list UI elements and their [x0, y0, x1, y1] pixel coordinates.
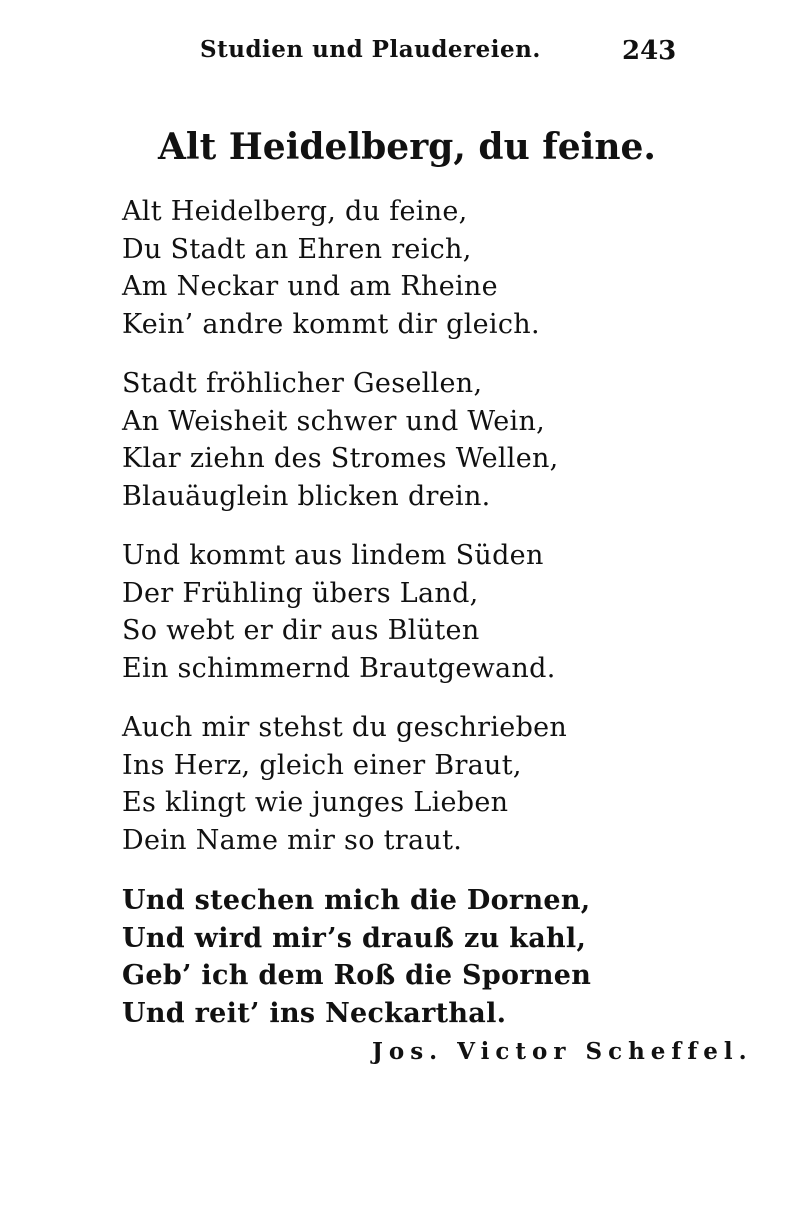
verse-line: So webt er dir aus Blüten — [122, 615, 480, 646]
stanza-5 — [122, 882, 591, 1032]
verse-line: Alt Heidelberg, du feine, — [122, 196, 468, 227]
poem-title: Alt Heidelberg, du feine. — [158, 126, 656, 168]
verse-line: Auch mir stehst du geschrieben — [122, 712, 568, 743]
verse-line: Stadt fröhlicher Gesellen, — [122, 368, 483, 399]
verse-line: Klar ziehn des Stromes Wellen, — [122, 443, 559, 474]
verse-line: Kein’ andre kommt dir gleich. — [122, 308, 540, 340]
verse-line: Ins Herz, gleich einer Braut, — [122, 749, 522, 781]
verse-line: Dein Name mir so traut. — [122, 824, 463, 856]
verse-line: Und reit’ ins Neckarthal. — [122, 997, 507, 1029]
verse-line: Und kommt aus lindem Süden — [122, 540, 544, 571]
stanza-2 — [122, 365, 559, 515]
verse-line: Und wird mir’s drauß zu kahl, — [122, 922, 587, 954]
page-header — [0, 36, 793, 72]
verse-line: Du Stadt an Ehren reich, — [122, 233, 472, 265]
stanza-4 — [122, 709, 567, 859]
verse-line: Und stechen mich die Dornen, — [122, 885, 591, 916]
verse-line: Es klingt wie junges Lieben — [122, 787, 509, 818]
stanza-1 — [122, 193, 540, 343]
verse-line: Geb’ ich dem Roß die Spornen — [122, 960, 592, 991]
verse-line: An Weisheit schwer und Wein, — [122, 405, 546, 437]
page-number: 243 — [622, 36, 677, 66]
verse-line: Ein schimmernd Brautgewand. — [122, 652, 556, 684]
verse-line: Der Frühling übers Land, — [122, 577, 479, 609]
author-signature: Jos. Victor Scheffel. — [372, 1038, 753, 1065]
running-title: Studien und Plaudereien. — [200, 36, 541, 63]
verse-line: Blauäuglein blicken drein. — [122, 480, 491, 512]
stanza-3 — [122, 537, 556, 687]
verse-line: Am Neckar und am Rheine — [122, 271, 498, 302]
